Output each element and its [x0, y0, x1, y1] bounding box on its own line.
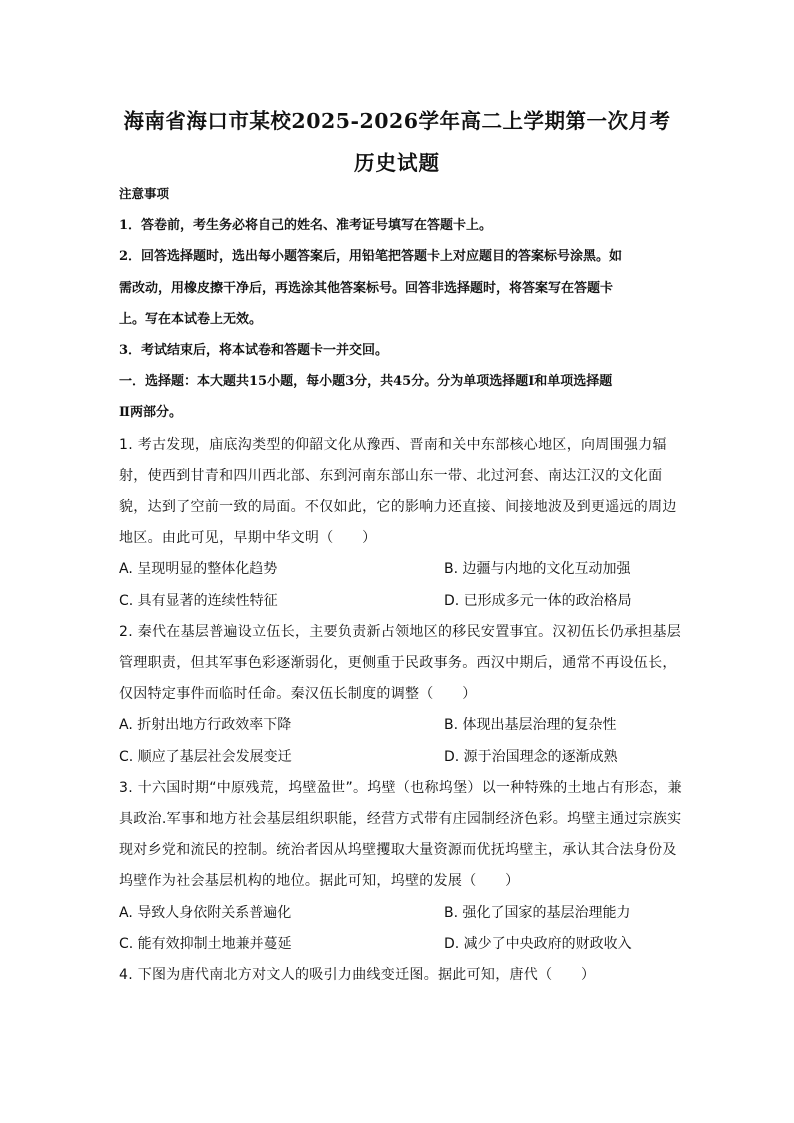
- note-line: 上。写在本试卷上无效。: [119, 312, 263, 327]
- question-stem: 地区。由此可见，早期中华文明（ ）: [119, 530, 377, 546]
- option-c: C. 顺应了基层社会发展变迁: [119, 749, 292, 765]
- section-heading: 一．选择题：本大题共15小题，每小题3分，共45分。分为单项选择题Ⅰ和单项选择题: [119, 374, 613, 389]
- section-heading: Ⅱ两部分。: [119, 405, 182, 420]
- question-stem: 射，使西到甘青和四川西北部、东到河南东部山东一带、北过河套、南达江汉的文化面: [119, 468, 663, 484]
- question-stem: 4. 下图为唐代南北方对文人的吸引力曲线变迁图。据此可知，唐代（ ）: [119, 967, 596, 983]
- note-line: 需改动，用橡皮擦干净后，再选涂其他答案标号。回答非选择题时，将答案写在答题卡: [119, 281, 614, 296]
- option-b: B. 体现出基层治理的复杂性: [444, 717, 617, 733]
- note-line: 1．答卷前，考生务必将自己的姓名、准考证号填写在答题卡上。: [119, 218, 493, 233]
- question-stem: 貌，达到了空前一致的局面。不仅如此，它的影响力还直接、间接地波及到更遥远的周边: [119, 499, 677, 515]
- question-stem: 坞壁作为社会基层机构的地位。据此可知，坞壁的发展（ ）: [119, 873, 520, 889]
- question-stem: 3. 十六国时期“中原残荒，坞壁盈世”。坞壁（也称坞堡）以一种特殊的土地占有形态，兼: [119, 780, 682, 796]
- option-a: A. 导致人身依附关系普遍化: [119, 905, 292, 921]
- option-a: A. 呈现明显的整体化趋势: [119, 561, 278, 577]
- question-stem: 现对乡党和流民的控制。统治者因从坞壁攫取大量资源而优抚坞壁主，承认其合法身份及: [119, 842, 677, 858]
- question-stem: 仅因特定事件而临时任命。秦汉伍长制度的调整（ ）: [119, 686, 477, 702]
- option-d: D. 减少了中央政府的财政收入: [444, 936, 632, 952]
- option-a: A. 折射出地方行政效率下降: [119, 717, 292, 733]
- question-stem: 具政治.军事和地方社会基层组织职能，经营方式带有庄园制经济色彩。坞壁主通过宗族实: [119, 811, 682, 827]
- option-b: B. 边疆与内地的文化互动加强: [444, 561, 631, 577]
- exam-subtitle: 历史试题: [354, 151, 440, 175]
- option-d: D. 源于治国理念的逐渐成熟: [444, 749, 618, 765]
- option-c: C. 能有效抑制土地兼并蔓延: [119, 936, 292, 952]
- question-stem: 1. 考古发现，庙底沟类型的仰韶文化从豫西、晋南和关中东部核心地区，向周围强力辐: [119, 437, 667, 453]
- note-line: 3．考试结束后，将本试卷和答题卡一并交回。: [119, 343, 389, 358]
- notes-heading: 注意事项: [119, 186, 170, 201]
- question-stem: 2. 秦代在基层普遍设立伍长，主要负责新占领地区的移民安置事宜。汉初伍长仍承担基层: [119, 624, 682, 640]
- exam-title: 海南省海口市某校2025-2026学年高二上学期第一次月考: [123, 109, 671, 133]
- option-d: D. 已形成多元一体的政治格局: [444, 593, 632, 609]
- option-b: B. 强化了国家的基层治理能力: [444, 905, 631, 921]
- option-c: C. 具有显著的连续性特征: [119, 593, 278, 609]
- note-line: 2．回答选择题时，选出每小题答案后，用铅笔把答题卡上对应题目的答案标号涂黑。如: [119, 249, 623, 264]
- question-stem: 管理职责，但其军事色彩逐渐弱化，更侧重于民政事务。西汉中期后，通常不再设伍长，: [119, 655, 677, 671]
